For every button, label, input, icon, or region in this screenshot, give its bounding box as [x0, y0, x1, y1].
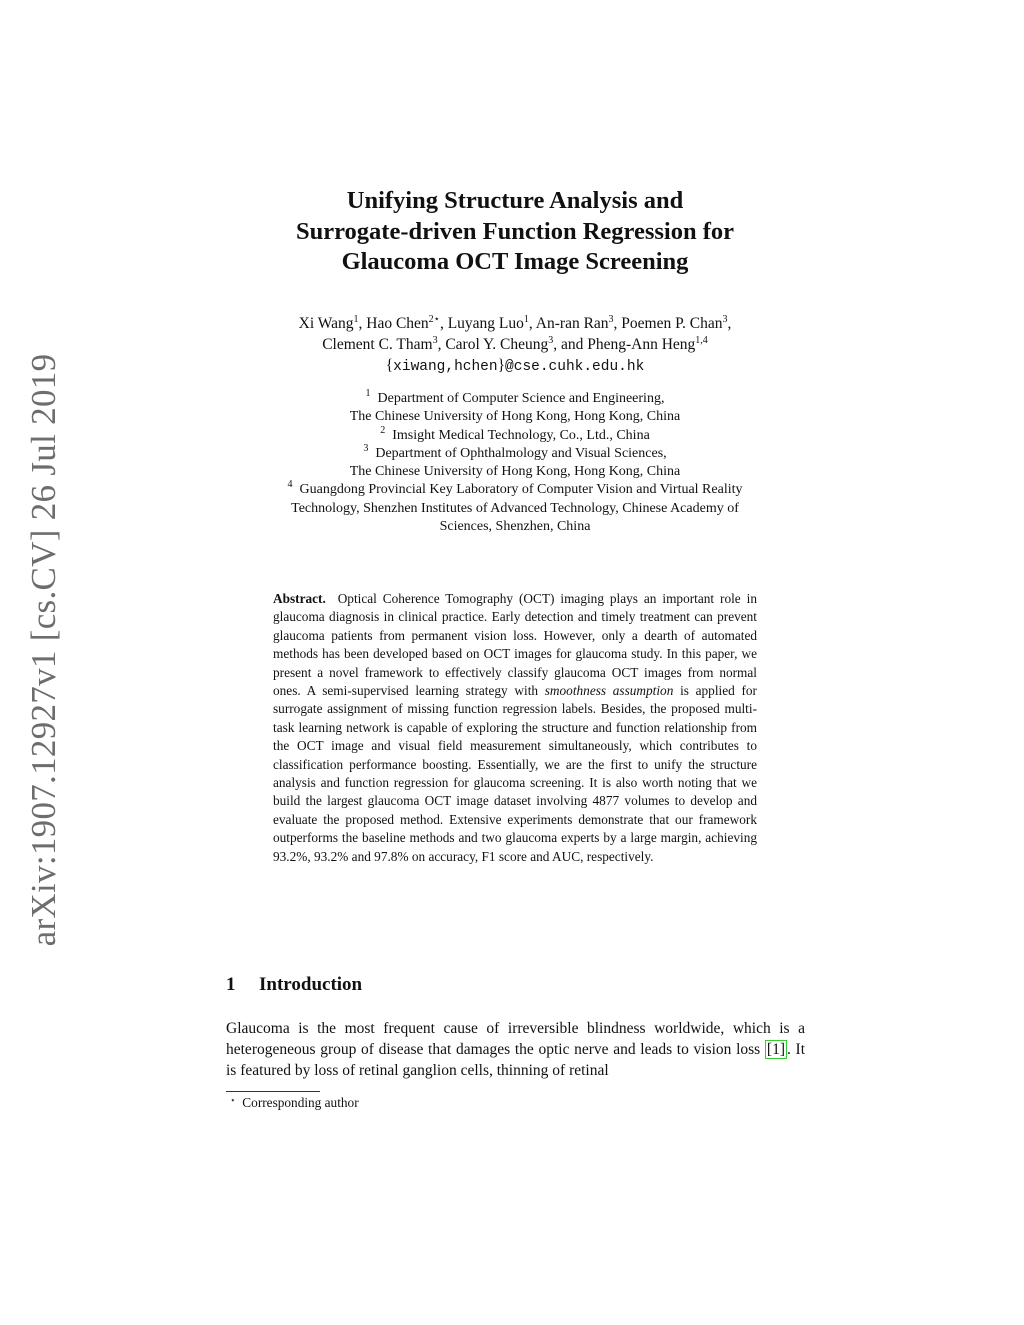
author-name: Luyang Luo	[447, 315, 524, 332]
author-line: Clement C. Tham$^3$, Carol Y. Cheung$^3$, and Pheng-Ann Heng$^{1,4}$	[322, 335, 708, 353]
affiliation-line: $^2$ Imsight Medical Technology, Co., Ltd., China	[380, 424, 650, 443]
affiliations	[200, 390, 830, 536]
author-name: Hao Chen	[366, 315, 429, 332]
author-name: Clement C. Tham	[322, 336, 433, 353]
affiliation-line: $^1$ Department of Computer Science and Engineering,	[365, 388, 665, 406]
affiliation-line: $^3$ Department of Ophthalmology and Visual Sciences,	[363, 442, 667, 461]
title-line: Unifying Structure Analysis and	[346, 187, 684, 214]
author-name: An-ran Ran	[535, 315, 609, 332]
abstract-label: Abstract.	[273, 591, 326, 606]
affiliation-line: The Chinese University of Hong Kong, Hong Kong, China	[349, 464, 681, 480]
footnote	[230, 1095, 359, 1111]
author-name: Pheng-Ann Heng	[587, 336, 696, 353]
paper-title	[200, 186, 830, 278]
author-list	[200, 313, 830, 378]
footnote-mark: ⋆	[230, 1095, 236, 1105]
affiliation-line: Sciences, Shenzhen, China	[439, 519, 591, 535]
footnote-divider	[226, 1091, 320, 1092]
title-line: Glaucoma OCT Image Screening	[341, 248, 689, 275]
abstract-emphasis: smoothness assumption	[544, 683, 674, 699]
arxiv-id-text: arXiv:1907.12927v1 [cs.CV] 26 Jul 2019	[24, 353, 63, 947]
affiliation-line: $^4$ Guangdong Provincial Key Laboratory of Computer Vision and Virtual Reality	[287, 479, 743, 498]
author-name: Carol Y. Cheung	[445, 336, 549, 353]
title-line: Surrogate-driven Function Regression for	[295, 217, 735, 245]
abstract-text: is applied for surrogate assignment of missing function regression labels. Besides, the proposed multi-task learning network is capable of exploring the structure and function relationship from the OCT image and visual field measurement simultaneously, which contributes to classification performance boosting. Essentially, we are the first to unify the structure analysis and function regression for glaucoma screening. It is also worth noting that we build the largest glaucoma OCT image dataset involving 4877 volumes to develop and evaluate the proposed method. Extensive experiments demonstrate that our framework outperforms the baseline methods and two glaucoma experts by a large margin, achieving 93.2%, 93.2% and 97.8% on accuracy, F1 score and AUC, respectively.	[273, 683, 757, 864]
author-name: Xi Wang	[298, 315, 354, 332]
author-name: Poemen P. Chan	[621, 315, 723, 332]
footnote-text: Corresponding author	[242, 1095, 359, 1110]
abstract	[273, 590, 757, 866]
affiliation-line: Technology, Shenzhen Institutes of Advanced Technology, Chinese Academy of	[291, 500, 739, 516]
abstract-text: Optical Coherence Tomography (OCT) imaging plays an important role in glaucoma diagnosis in clinical practice. Early detection and timely treatment can prevent glaucoma patients from permanent vision loss. However, only a dearth of automated methods has been developed based on OCT images for glaucoma study. In this paper, we present a novel framework to effectively classify glaucoma OCT images from normal ones. A semi-supervised learning strategy with	[273, 591, 757, 699]
citation-link[interactable]: [1]	[766, 1041, 785, 1058]
section-heading	[226, 974, 362, 996]
affiliation-line: The Chinese University of Hong Kong, Hong Kong, China	[349, 409, 681, 425]
author-line: Xi Wang$^1$, Hao Chen$^{2⋆}$, Luyang Luo$^1$, An-ran Ran$^3$, Poemen P. Chan$^3$,	[298, 314, 732, 332]
section-number: 1	[226, 974, 236, 995]
section-body: Glaucoma is the most frequent cause of irreversible blindness worldwide, which is a heterogeneous group of disease that damages the optic nerve and leads to vision loss [1] . It is featured by loss of retinal ganglion cells, thinning of retinal	[226, 1020, 806, 1079]
author-email: {xiwang,hchen}@cse.cuhk.edu.hk	[385, 357, 645, 375]
section-title: Introduction	[259, 974, 363, 995]
